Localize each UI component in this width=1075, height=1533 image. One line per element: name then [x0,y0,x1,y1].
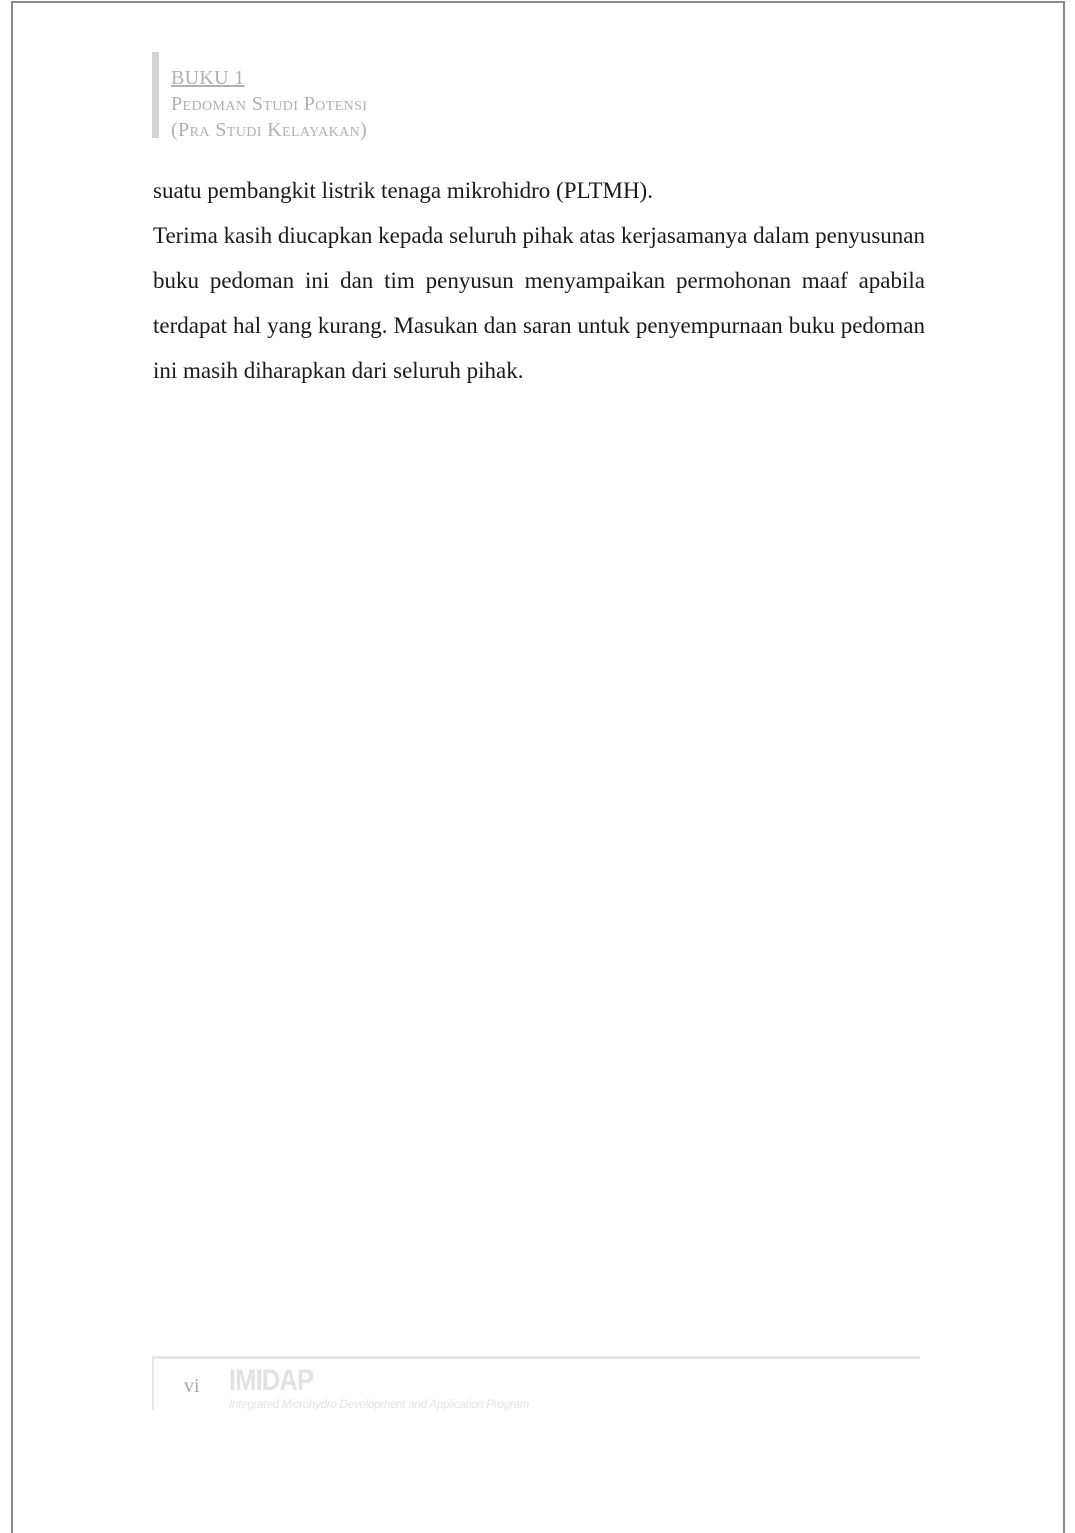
book-subtitle: (Pra Studi Kelayakan) [171,119,368,141]
paragraph: suatu pembangkit listrik tenaga mikrohidro (PLTMH). [153,178,653,203]
footer-tagline: Integrated Microhydro Development and Application Program [229,1399,530,1411]
book-label: BUKU 1 [171,67,245,89]
page-number: vi [184,1375,200,1397]
footer-divider-vertical [152,1356,154,1410]
book-title: Pedoman Studi Potensi [171,93,368,115]
paragraph: Terima kasih diucapkan kepada seluruh pihak atas kerjasamanya dalam penyusunan buku pedoman ini dan tim penyusun menyampaikan permohonan maaf apabila terdapat hal yang kurang. Masukan dan saran untuk penyempurnaan buku pedoman ini masih diharapkan dari seluruh pihak. [153,223,925,383]
imidap-logo: IMIDAP [229,1364,314,1397]
footer-divider [152,1356,920,1359]
body-text [153,168,925,393]
running-header [152,52,368,141]
